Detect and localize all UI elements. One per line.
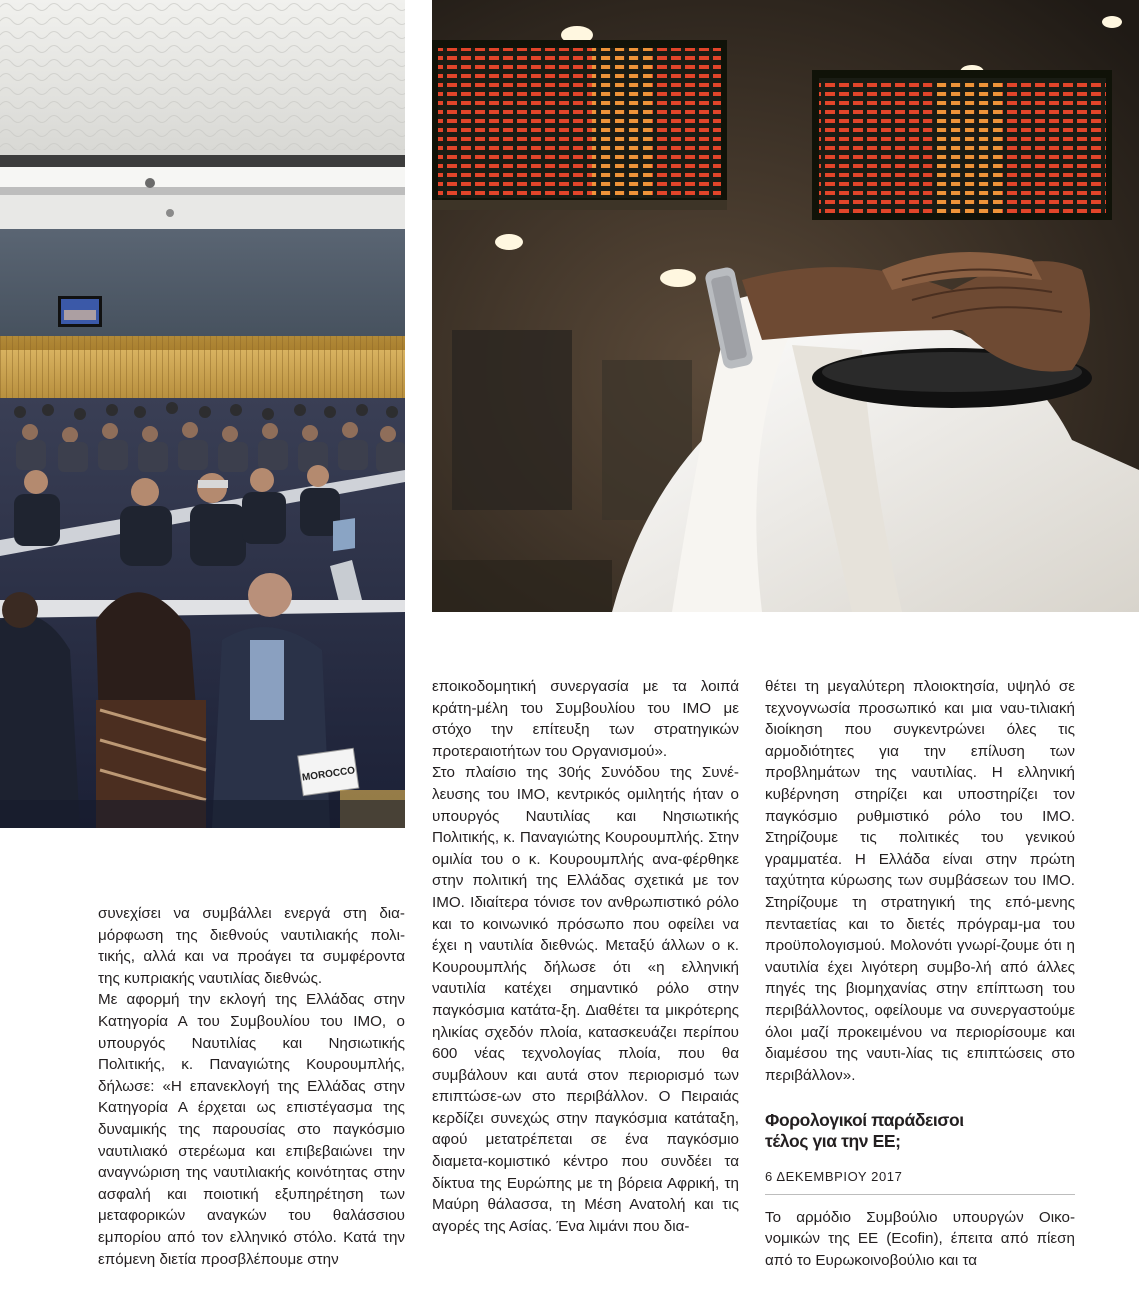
article-paragraph: Το αρμόδιο Συμβούλιο υπουργών Οικο-νομικών της ΕΕ (Ecofin), έπειτα από πίεση από το Ευρωκοινοβούλιο και τα <box>765 1208 1075 1270</box>
stock-exchange-trader-photo <box>432 0 1139 612</box>
country-placard <box>298 748 359 795</box>
article-column-2 <box>432 676 739 1237</box>
article-column-1 <box>98 903 405 1270</box>
stock-ticker-board-left <box>432 40 727 210</box>
stock-ticker-board-right <box>812 70 1112 220</box>
assembly-hall-illustration <box>0 0 405 828</box>
trader-illustration <box>432 0 1139 612</box>
article-column-3 <box>765 676 1075 1272</box>
imo-assembly-hall-photo <box>0 0 405 828</box>
subheading-line: Φορολογικοί παράδεισοι <box>765 1110 964 1131</box>
article-paragraph: συνεχίσει να συμβάλλει ενεργά στη δια-μόρφωση της διεθνούς ναυτιλιακής πολι-τικής, αλλά και να προάγει τα συμφέροντα της κυπριακής ναυτιλίας διεθνώς. <box>98 905 405 987</box>
article-paragraph: Στο πλαίσιο της 30ής Συνόδου της Συνέ-λευσης του ΙΜΟ, κεντρικός ομιλητής ήταν ο υπουργός Ναυτιλίας και Νησιωτικής Πολιτικής, κ. Παναγιώτης Κουρουμπλής. Στην ομιλία του ο κ. Κουρουμπλής ανα-φέρθηκε στην πολιτική της Ελλάδας σχετικά με τον ΙΜΟ. Ιδιαίτερα τόνισε τον ανθρωπιστικό ρόλο και το κοινωνικό πρόσωπο που οφείλει να έχει η ναυτιλία διεθνώς. Μεταξύ άλλων ο κ. Κουρουμπλής δήλωσε ότι «η ελληνική ναυτιλία κατέχει σημαντικό ρόλο στην παγκόσμια κατάτα-ξη. Διαθέτει τα μικρότερης ηλικίας σχεδόν πλοία, κατασκευάζει περίπου 600 νέας τεχνολογίας πλοία, που θα συμβάλουν και αυτά στον περιορισμό των επιπτώσε-ων στο περιβάλλον. Ο Πειραιάς κερδίζει συνεχώς στην παγκόσμια κατάταξη, αφού μετατρέπεται σε ένα παγκόσμιο διαμετα-κομιστικό κέντρο που συνδέει τα δίκτυα της Ευρώπης με τη βόρεια Αφρική, τη Μαύρη θάλασσα, τη Μέση Ανατολή και τις αγορές της Ασίας. Ένα λιμάνι που δια- <box>432 764 739 1235</box>
article-paragraph: εποικοδομητική συνεργασία με τα λοιπά κράτη-μέλη του Συμβουλίου του ΙΜΟ με στόχο την επίτευξη των στρατηγικών προτεραιοτήτων του Οργανισμού». <box>432 678 739 760</box>
placard-text: MOROCCO <box>301 765 356 784</box>
article-paragraph: Με αφορμή την εκλογή της Ελλάδας στην Κατηγορία Α του Συμβουλίου του ΙΜΟ, ο υπουργός Ναυτιλίας και Νησιωτικής Πολιτικής, κ. Παναγιώτης Κουρουμπλής, δήλωσε: «Η επανεκλογή της Ελλάδας στην Κατηγορία Α έρχεται ως επιστέγασμα της δυναμικής της παρουσίας στο παγκόσμιο ναυτιλιακό στερέωμα και επιβεβαιώνει την αναγνώριση της ναυτιλιακής κοινότητας στην ασφαλή και ποιοτική εξυπηρέτηση των μεταφορικών αναγκών του θαλάσσιου εμπορίου από τον ελληνικό στόλο. Κατά την επόμενη διετία προσβλέπουμε στην <box>98 991 405 1268</box>
section-subheading <box>765 1110 1075 1152</box>
article-paragraph: θέτει τη μεγαλύτερη πλοιοκτησία, υψηλό σε τεχνογνωσία προσωπικό και μια ναυ-τιλιακή διοίκηση που συγκεντρώνει όλες τις αρμοδιότητες για την επίλυση των προβλημάτων της ναυτιλίας. Η ελληνική κυβέρνηση στηρίζει και υποστηρίζει τον παγκόσμιο ρυθμιστικό ρόλο του ΙΜΟ. Στηρίζουμε τις πολιτικές του γενικού γραμματέα. Η Ελλάδα είναι στην πρώτη ταχύτητα κύρωσης των συμβάσεων του ΙΜΟ. Στηρίζουμε τη στρατηγική της επό-μενης πενταετίας και το διετές πρόγραμ-μα του προϋπολογισμού. Μολονότι γνωρί-ζουμε ότι η ναυτιλία έχει λιγότερη συμβο-λή από άλλες πηγές της βιομηχανίας στην επίπτωση του περιβάλλοντος, οφείλουμε να συνεργαστούμε όλοι μαζί προκειμένου να περιορίσουμε και διαμέσου της ναυτι-λίας τις επιπτώσεις στο περιβάλλον». <box>765 678 1075 1084</box>
section-dateline: 6 ΔΕΚΕΜΒΡΙΟΥ 2017 <box>765 1166 1075 1195</box>
subheading-line: τέλος για την ΕΕ; <box>765 1131 901 1152</box>
